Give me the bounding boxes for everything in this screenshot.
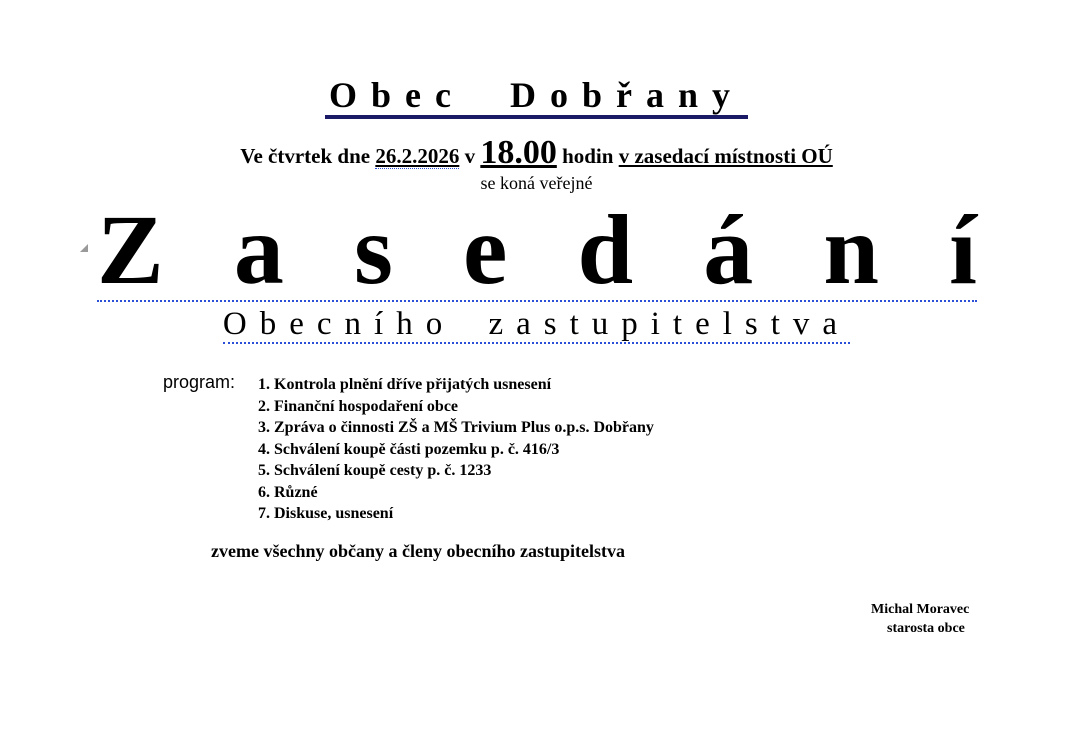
meeting-place: v zasedací místnosti OÚ <box>618 144 833 168</box>
heading-letter: e <box>463 194 508 305</box>
subline: se koná veřejné <box>480 173 593 193</box>
heading-letter: á <box>703 194 754 305</box>
main-heading <box>97 194 977 305</box>
title-text: Obec Dobřany <box>325 75 748 119</box>
heading-letter: Z <box>97 194 164 305</box>
program-item: 7. Diskuse, usnesení <box>258 505 394 522</box>
program-list <box>258 374 654 525</box>
heading-letter: d <box>577 194 634 305</box>
program-item: 1. Kontrola plnění dříve přijatých usnesení <box>258 376 552 393</box>
announcement-v: v <box>459 144 481 168</box>
heading-letter: s <box>353 194 393 305</box>
subheading <box>0 306 1073 343</box>
program-item: 4. Schválení koupě části pozemku p. č. 416/3 <box>258 440 560 458</box>
program-item: 2. Finanční hospodaření obce <box>258 397 459 415</box>
announcement-hodin: hodin <box>556 144 619 168</box>
meeting-time: 18.00 <box>480 134 557 171</box>
document-title <box>0 74 1073 119</box>
program-item: 6. Různé <box>258 483 318 501</box>
program-label: program: <box>163 372 236 392</box>
invitation-text: zveme všechny občany a členy obecního zastupitelstva <box>211 541 625 561</box>
subheading-text: Obecního zastupitelstva <box>222 306 851 342</box>
signature-name: Michal Moravec <box>871 602 970 617</box>
heading-letter: n <box>823 194 880 305</box>
heading-letter: a <box>233 194 284 305</box>
meeting-date: 26.2.2026 <box>375 144 460 168</box>
signature-role: starosta obce <box>887 621 965 636</box>
program-item: 3. Zpráva o činnosti ZŠ a MŠ Trivium Plus o.p.s. Dobřany <box>258 419 654 436</box>
heading-letter: í <box>949 194 977 305</box>
program-item: 5. Schválení koupě cesty p. č. 1233 <box>258 462 492 479</box>
corner-marker-icon <box>80 244 88 252</box>
meeting-announcement <box>0 134 1073 172</box>
announcement-prefix: Ve čtvrtek dne <box>240 144 376 168</box>
